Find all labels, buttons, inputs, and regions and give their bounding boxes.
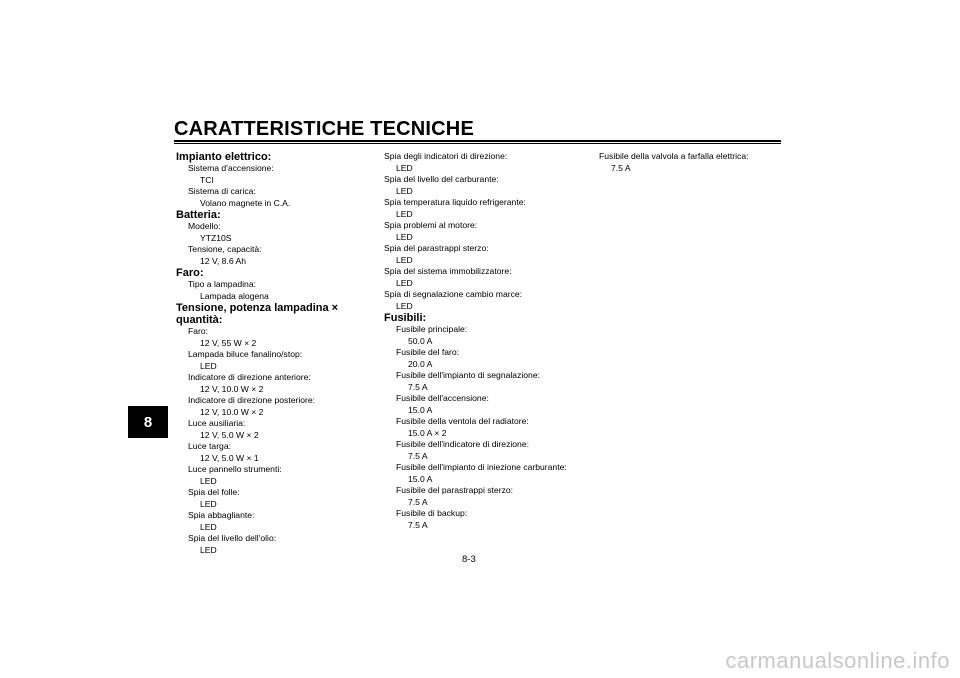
page-number: 8-3 xyxy=(462,554,476,565)
spec-value: LED xyxy=(200,521,217,532)
spec-label: Spia degli indicatori di direzione: xyxy=(384,151,508,161)
spec-label: Spia del livello del carburante: xyxy=(384,174,499,184)
spec-column-2 xyxy=(384,151,574,531)
spec-label: Faro: xyxy=(188,326,209,336)
spec-label: Spia temperatura liquido refrigerante: xyxy=(384,197,526,207)
spec-value: LED xyxy=(200,544,217,555)
spec-label: Fusibile della valvola a farfalla elettrica: xyxy=(599,151,749,161)
spec-heading: Faro: xyxy=(176,267,204,279)
spec-value: 7.5 A xyxy=(408,381,428,392)
page-title: CARATTERISTICHE TECNICHE xyxy=(174,118,474,140)
spec-heading: Impianto elettrico: xyxy=(176,151,272,163)
spec-label: Fusibile del faro: xyxy=(396,347,460,357)
title-rule xyxy=(174,140,781,144)
spec-label: Spia abbagliante: xyxy=(188,510,255,520)
spec-column-3 xyxy=(599,151,789,174)
spec-value: LED xyxy=(200,498,217,509)
spec-label: Indicatore di direzione anteriore: xyxy=(188,372,311,382)
spec-heading: Fusibili: xyxy=(384,312,427,324)
watermark: carmanualsonline.info xyxy=(725,648,950,673)
spec-label: Tensione, capacità: xyxy=(188,244,262,254)
spec-value: LED xyxy=(396,162,413,173)
spec-label: Spia di segnalazione cambio marce: xyxy=(384,289,523,299)
spec-label: Tipo a lampadina: xyxy=(188,279,256,289)
spec-label: Sistema d'accensione: xyxy=(188,163,274,173)
spec-value: 15.0 A xyxy=(408,473,433,484)
spec-value: LED xyxy=(200,360,217,371)
spec-value: LED xyxy=(396,300,413,311)
spec-value: 12 V, 55 W × 2 xyxy=(200,337,257,348)
spec-label: Fusibile di backup: xyxy=(396,508,468,518)
spec-value: 7.5 A xyxy=(408,519,428,530)
spec-value: 12 V, 5.0 W × 1 xyxy=(200,452,259,463)
spec-value: 7.5 A xyxy=(611,162,631,173)
spec-value: 7.5 A xyxy=(408,496,428,507)
spec-value: LED xyxy=(396,208,413,219)
spec-value: 12 V, 8.6 Ah xyxy=(200,255,247,266)
spec-label: Fusibile dell'impianto di iniezione carburante: xyxy=(396,462,567,472)
spec-value: 15.0 A × 2 xyxy=(408,427,447,438)
spec-value: LED xyxy=(200,475,217,486)
spec-value: 20.0 A xyxy=(408,358,433,369)
spec-label: Fusibile dell'impianto di segnalazione: xyxy=(396,370,540,380)
chapter-tab: 8 xyxy=(128,406,168,438)
spec-value: 50.0 A xyxy=(408,335,433,346)
spec-value: 7.5 A xyxy=(408,450,428,461)
spec-label: Luce targa: xyxy=(188,441,231,451)
spec-value: Volano magnete in C.A. xyxy=(200,197,291,208)
spec-value: Lampada alogena xyxy=(200,290,269,301)
spec-label: Spia del parastrappi sterzo: xyxy=(384,243,489,253)
spec-label: Spia problemi al motore: xyxy=(384,220,478,230)
spec-value: LED xyxy=(396,254,413,265)
spec-label: Fusibile della ventola del radiatore: xyxy=(396,416,529,426)
spec-label: Luce ausiliaria: xyxy=(188,418,246,428)
spec-heading: Batteria: xyxy=(176,209,221,221)
spec-label: Spia del sistema immobilizzatore: xyxy=(384,266,512,276)
spec-label: Spia del folle: xyxy=(188,487,240,497)
spec-value: 12 V, 10.0 W × 2 xyxy=(200,406,264,417)
spec-heading: Tensione, potenza lampadina × quantità: xyxy=(176,302,339,326)
spec-label: Fusibile del parastrappi sterzo: xyxy=(396,485,514,495)
spec-column-1 xyxy=(176,151,366,556)
spec-value: YTZ10S xyxy=(200,232,232,243)
spec-value: LED xyxy=(396,277,413,288)
spec-label: Lampada biluce fanalino/stop: xyxy=(188,349,303,359)
spec-label: Indicatore di direzione posteriore: xyxy=(188,395,316,405)
spec-label: Fusibile dell'indicatore di direzione: xyxy=(396,439,530,449)
spec-label: Spia del livello dell'olio: xyxy=(188,533,277,543)
spec-value: 15.0 A xyxy=(408,404,433,415)
spec-value: LED xyxy=(396,231,413,242)
spec-value: 12 V, 10.0 W × 2 xyxy=(200,383,264,394)
spec-value: TCI xyxy=(200,174,214,185)
spec-label: Fusibile principale: xyxy=(396,324,468,334)
spec-label: Modello: xyxy=(188,221,221,231)
spec-label: Luce pannello strumenti: xyxy=(188,464,282,474)
spec-value: LED xyxy=(396,185,413,196)
spec-label: Fusibile dell'accensione: xyxy=(396,393,489,403)
spec-value: 12 V, 5.0 W × 2 xyxy=(200,429,259,440)
spec-label: Sistema di carica: xyxy=(188,186,256,196)
